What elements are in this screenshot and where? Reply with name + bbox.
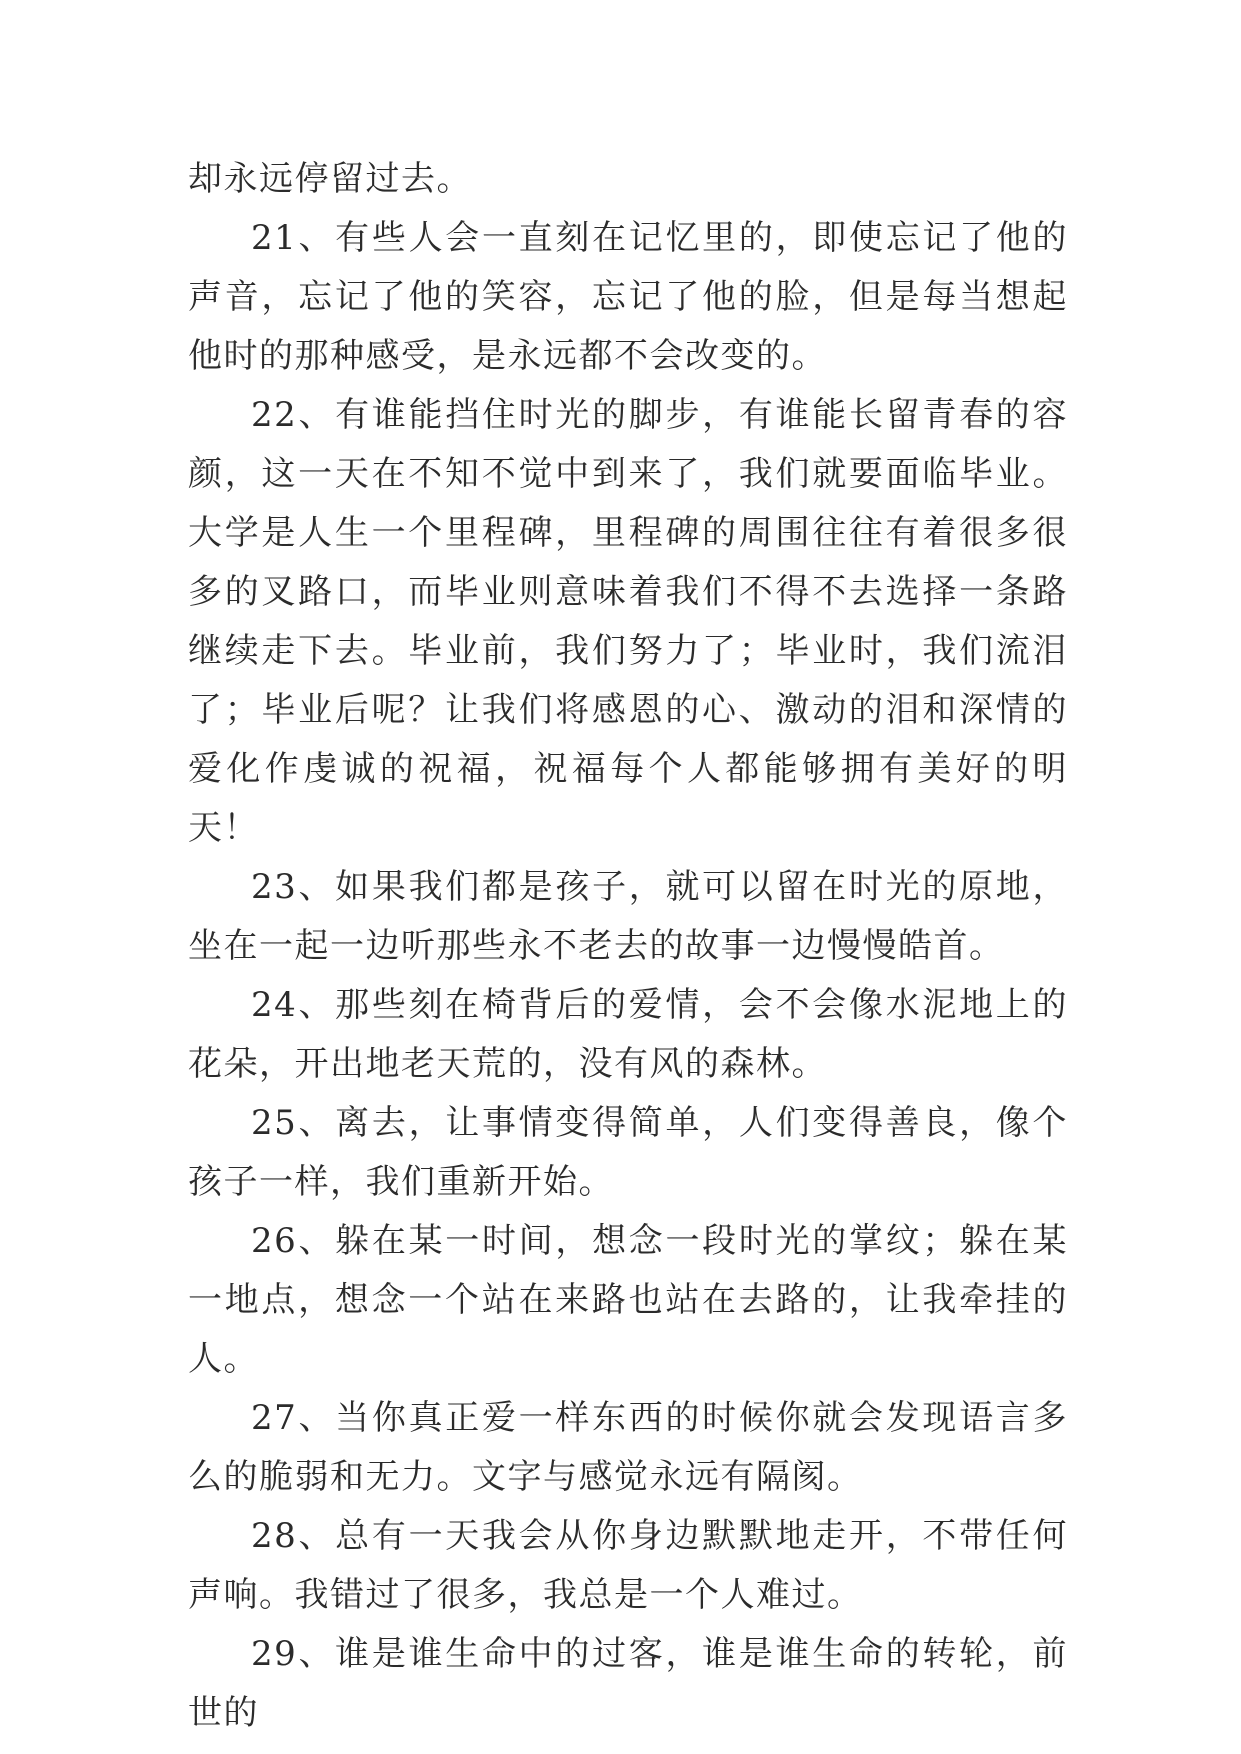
paragraph-29: 29、谁是谁生命中的过客，谁是谁生命的转轮，前世的 xyxy=(188,1634,1068,1733)
paragraph-28: 28、总有一天我会从你身边默默地走开，不带任何声响。我错过了很多，我总是一个人难过。 xyxy=(188,1516,1068,1615)
document-body xyxy=(188,150,1068,1743)
paragraph-24: 24、那些刻在椅背后的爱情，会不会像水泥地上的花朵，开出地老天荒的，没有风的森林。 xyxy=(188,985,1068,1084)
paragraph-continuation: 却永远停留过去。 xyxy=(188,159,472,199)
paragraph-21: 21、有些人会一直刻在记忆里的，即使忘记了他的声音，忘记了他的笑容，忘记了他的脸，但是每当想起他时的那种感受，是永远都不会改变的。 xyxy=(188,218,1068,376)
paragraph-22: 22、有谁能挡住时光的脚步，有谁能长留青春的容颜，这一天在不知不觉中到来了，我们就要面临毕业。大学是人生一个里程碑，里程碑的周围往往有着很多很多的叉路口，而毕业则意味着我们不得不去选择一条路继续走下去。毕业前，我们努力了；毕业时，我们流泪了；毕业后呢？让我们将感恩的心、激动的泪和深情的爱化作虔诚的祝福，祝福每个人都能够拥有美好的明天！ xyxy=(188,395,1068,848)
paragraph-26: 26、躲在某一时间，想念一段时光的掌纹；躲在某一地点，想念一个站在来路也站在去路的，让我牵挂的人。 xyxy=(188,1221,1068,1379)
paragraph-27: 27、当你真正爱一样东西的时候你就会发现语言多么的脆弱和无力。文字与感觉永远有隔阂。 xyxy=(188,1398,1068,1497)
paragraph-23: 23、如果我们都是孩子，就可以留在时光的原地，坐在一起一边听那些永不老去的故事一边慢慢皓首。 xyxy=(188,867,1068,966)
paragraph-25: 25、离去，让事情变得简单，人们变得善良，像个孩子一样，我们重新开始。 xyxy=(188,1103,1068,1202)
